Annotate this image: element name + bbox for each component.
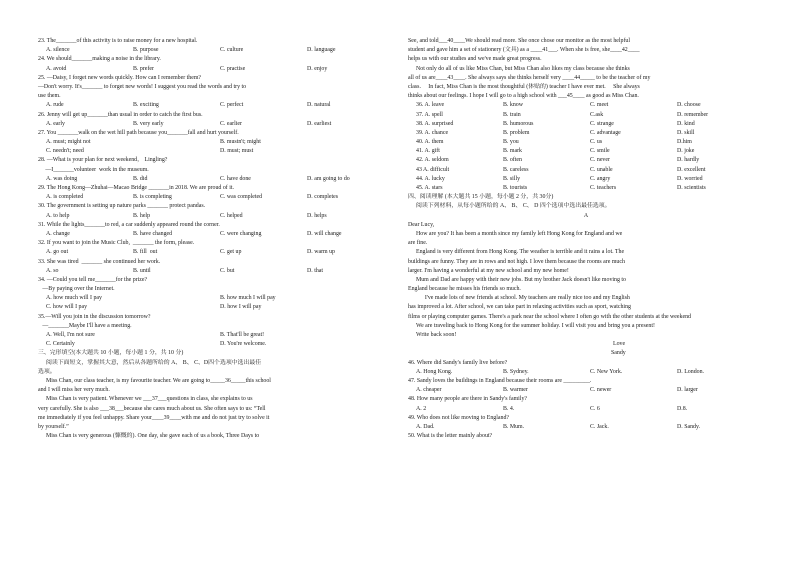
option: 37. A. spell [416,111,443,118]
option-row [38,46,394,55]
text-line: me immediately if you feel unhappy. Share your____39____with me and do not just try to solve it [38,414,270,421]
text-line: 25. —Daisy, I forget new words quickly. How can I remember them? [38,74,202,81]
option: 36. A. leave [416,102,445,109]
option-row [408,175,764,184]
option: B. purpose [133,47,159,54]
text-line: and I will miss her very much. [38,387,110,394]
text-line: thinks about our feelings. I hope I will go to a high school with ___45____ as good as Miss Chan. [408,93,639,100]
option-row [38,340,394,349]
option: B. you [503,139,519,146]
option-row [38,147,394,156]
option: B. careless [503,166,529,173]
option: C. never [590,157,610,164]
option-row [38,230,394,239]
option: C. smile [590,148,610,155]
text-line: 50. What is the letter mainly about? [408,433,493,440]
option: B. very early [133,120,164,127]
option: B. silly [503,175,521,182]
option-row [38,65,394,74]
option: C. was completed [220,194,263,201]
text-line: 31. While the lights_______to red, a car suddenly appeared round the corner. [38,221,220,228]
option: A. Well, I'm not sure [46,332,95,338]
text-line: by yourself.” [38,423,69,430]
text-line: 35.—Will you join in the discussion tomorrow? [38,313,151,320]
option-row [408,184,764,193]
option: D. choose [677,102,701,109]
option: D. skill [677,129,695,136]
option: B. warmer [503,387,528,394]
option: D. completes [307,194,339,201]
option: A. Dad. [416,423,435,430]
option: D. will change [307,230,342,237]
text-line: use them. [38,93,61,100]
option-row [38,267,394,276]
text-line: 34. —Could you tell me_______for the prize? [38,276,148,283]
text-line: 30. The government is setting up nature parks _______ protect pandas. [38,203,206,210]
text-line: Write back soon! [416,332,457,338]
option: C. culture [220,47,244,54]
option: C.ask [590,111,604,118]
option: 40. A. them [416,139,444,146]
option: C. Certainly [46,341,75,348]
text-line: 阅读下列材料，从每小题所给的 A、 B、 C、 D 四个选项中选出最佳选项。 [416,203,611,210]
option: C. unable [590,166,613,173]
text-line: England is very different from Hong Kong. The weather is terrible and it rains a lot. The [416,249,625,256]
text-line: Miss Chan is very patient. Whenever we ___37___questions in class, she explains to us [46,396,253,403]
option: D. remember [677,111,709,118]
option: D.8. [677,405,688,412]
option: C. needn't; need [46,148,84,155]
option-row [38,101,394,110]
option: B. tourists [503,185,528,191]
option: C. angry [590,175,611,182]
option-row [408,386,764,395]
text-line: 28. —What is your plan for next weekend， Lingling? [38,157,168,164]
option: C. meet [590,102,609,109]
option: B. did [133,175,148,182]
text-line: —I_______volunteer work in the museum. [38,166,149,173]
option: C. us [590,139,603,146]
option: A. 2 [416,405,427,412]
text-line: 三、完形填空(本大题共 10 小题，每小题 1 分，共 10 分) [38,350,184,357]
text-line: I've made lots of new friends at school. My teachers are really nice too and my English [416,295,630,302]
option-row [408,147,764,156]
text-line: 33. She was tired _______ she continued her work. [38,258,161,265]
option: A. must; might not [46,139,91,146]
option: A. was doing [46,175,78,182]
option: D. that [307,267,324,274]
text-line: Mum and Dad are happy with their new jobs. But my brother Jack doesn't like moving to [416,276,626,283]
text-line: larger. I'm having a wonderful at my new school and my new home! [408,267,569,274]
option-row [408,423,764,432]
option: D. natural [307,102,331,109]
option-row [408,156,764,165]
option: B. exciting [133,102,159,109]
option: C. practise [220,65,246,72]
option-row [38,303,394,312]
option-row [38,138,394,147]
option: B. train [503,111,521,118]
option-row [38,193,394,202]
option: C. perfect [220,102,244,109]
option: D. Sandy. [677,423,701,430]
option: C. but [220,267,235,274]
option: 39. A. chance [416,129,449,136]
option: D. joke [677,148,695,155]
option: C. strange [590,120,614,127]
option: D. earliest [307,120,332,127]
option: B. mark [503,148,522,155]
text-line: We are traveling back to Hong Kong for the summer holiday. I will visit you and bring you a present! [416,322,655,329]
option-row [408,368,764,377]
left-column [38,37,394,441]
text-line: 48. How many people are there in Sandy's family? [408,396,528,403]
text-line: Miss Chan is very generous (慷慨的). One day, she gave each of us a book, Three Days to [46,433,260,440]
option-row [408,120,764,129]
text-line: —By paying over the Internet. [38,286,115,293]
text-line: 阅读下面短文，掌握其大意，然后从各题所给的 A、 B、 C、D四个选项中选出最佳 [46,359,262,366]
option-row [408,138,764,147]
option: B. know [503,102,523,109]
option-row [408,405,764,414]
option: A. change [46,230,70,237]
option: A. is completed [46,194,84,201]
option: D. am going to do [307,175,350,182]
option: D. must; must [220,148,254,155]
option: A. Hong Kong. [416,368,453,375]
option: D. enjoy [307,65,328,72]
text-line: Dear Lucy, [408,221,435,228]
text-line: England because he misses his friends so much. [408,286,521,293]
text-line: student and gave him a set of stationery (文具) as a ____41___. When she is free, she____42____ [408,47,640,54]
text-line: Miss Chan, our class teacher, is my favourite teacher. We are going to_____36_____this school [46,377,271,384]
text-line: Not only do all of us like Miss Chan, but Miss Chan also likes my class because she thinks [416,65,630,72]
option: 41. A. gift [416,148,440,155]
option: B. Sydney. [503,368,529,375]
option-row [38,212,394,221]
option: A. how much will I pay [46,295,102,302]
option: D. You're welcome. [220,341,267,348]
option: B. Mum. [503,423,525,430]
option: A. to help [46,212,70,219]
text-line: 27. You _______walk on the wet hill path because you_______fall and hurt yourself. [38,129,239,136]
text-line: A [583,212,589,219]
option-row [408,111,764,120]
option: B. how much I will pay [220,295,276,302]
option: C. helped [220,212,243,219]
text-line: How are you? It has been a month since my family left Hong Kong for England and we [416,230,623,237]
option-row [408,129,764,138]
text-line: has improved a lot. After school, we can take part in relaxing activities such as sport, watching [408,304,631,311]
option-row [38,248,394,257]
text-line: all of us are____43____. She always says she thinks herself very ____44_____ to be the teacher of my [408,74,651,81]
option: D. hardly [677,157,700,164]
text-line: 47. Sandy loves the buildings in England because their rooms are _________. [408,377,592,384]
option: D. London. [677,368,704,375]
text-line: class. In fact, Miss Chan is the most thoughtful (体贴的) teacher I have ever met. She always [408,83,640,90]
option-row [408,101,764,110]
option: 38. A. surprised [416,120,454,127]
option: A. so [46,267,59,274]
option: D. worried [677,175,703,182]
option: C. were changing [220,230,262,237]
option: B. humorous [503,120,534,127]
option: A. silence [46,47,70,54]
option: B. have changed [133,230,173,237]
option: C. have done [220,175,251,182]
option: D. kind [677,120,695,127]
text-line: helps us with our studies and we've made great progress. [408,56,542,63]
option-row [38,175,394,184]
text-line: 24. We should_______making a noise in the library. [38,56,161,63]
option: D. warm up [307,249,335,256]
option: D. how I will pay [220,304,262,311]
option: 44. A. lucky [416,175,445,182]
option: D. larger [677,387,698,394]
option: B. until [133,267,151,274]
option: C. get up [220,249,242,256]
option: B. help [133,212,151,219]
text-line: 23. The_______of this activity is to raise money for a new hospital. [38,38,198,44]
text-line: —_______Maybe I'll have a meeting. [38,322,132,329]
option: C. teachers [590,185,617,191]
option: C. how will I pay [46,304,88,311]
option: A. go out [46,249,69,256]
text-line: 49. Who does not like moving to England? [408,414,510,421]
option: 43 A. difficult [416,166,450,173]
option: A. early [46,120,65,127]
option: B. fill out [133,249,158,256]
option: C. earlier [220,120,242,127]
text-line: buildings are funny. They are in rows and not high. I love them because the rooms are much [408,258,625,265]
text-line: 32. If you want to join the Music Club, _______ the form, please. [38,240,195,247]
option: B. That'll be great! [220,332,265,338]
option: D. scientists [677,185,706,191]
option-row [38,294,394,303]
option: D. excellent [677,166,706,173]
option-row [38,120,394,129]
option: B. mustn't; might [220,139,261,146]
text-line: 46. Where did Sandy's family live before? [408,359,508,366]
option: A. avoid [46,65,67,72]
text-line: are fine. [408,240,428,247]
text-line: 四、阅读理解 (本大题共 15 小题，每小题 2 分，共 30分) [408,194,554,201]
option: 42. A. seldom [416,157,449,164]
text-line: very carefully. She is also ___38___because she cares much about us. She often says to us: “Tell [38,405,266,412]
option: B. prefer [133,65,154,72]
option: 45. A. stars [416,185,443,191]
option: A. cheaper [416,387,442,394]
option: D. language [307,47,336,54]
text-line: 26. Jenny will get up_______than usual in order to catch the first bus. [38,111,203,118]
option: C. Jack. [590,423,609,430]
option: B. problem [503,129,530,136]
option: C. New York. [590,368,623,375]
option: D. helps [307,212,327,219]
option-row [408,166,764,175]
option: B. is completing [133,194,172,201]
text-line: See, and told___40____We should read more. She once chose our monitor as the most helpful [408,38,631,44]
option: B. 4. [503,405,515,412]
option: C. advantage [590,129,621,136]
text-line: —Don't worry. It's_______ to forget new words! I suggest you read the words and try to [38,83,247,90]
option-row [38,331,394,340]
right-column [408,37,764,441]
option: D.him [677,139,692,146]
text-line: Love [613,341,626,348]
text-line: Sandy [611,350,626,357]
text-line: films or playing computer games. There's a park near the school where I often go with the other students at the weekend [408,313,691,320]
option: C. 6 [590,405,600,412]
option: A. rude [46,102,64,109]
text-line: 29. The Hong Kong—Zhuhai—Macao Bridge _______in 2018. We are proud of it. [38,185,234,191]
option: B. often [503,157,522,164]
option: C. newer [590,387,612,394]
text-line: 选项。 [38,368,56,375]
